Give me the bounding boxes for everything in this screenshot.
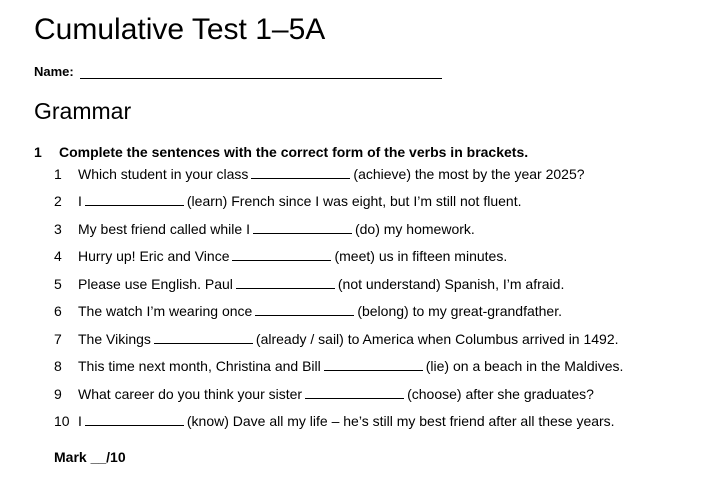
item-text-after: (choose) after she graduates? [407,386,594,402]
list-item [54,274,564,294]
list-item [54,356,623,376]
list-item [54,246,507,266]
list-item [54,384,594,404]
item-text-after: (belong) to my great-grandfather. [357,303,562,319]
item-number: 3 [54,221,62,237]
item-text-after: (achieve) the most by the year 2025? [353,166,585,182]
item-number: 9 [54,386,62,402]
answer-blank[interactable] [232,247,331,261]
list-item [54,219,475,239]
answer-blank[interactable] [85,192,184,206]
item-number: 1 [54,166,62,182]
item-number: 4 [54,248,62,264]
mark-score: Mark __/10 [54,449,126,465]
item-text-after: (already / sail) to America when Columbus arrived in 1492. [255,331,619,347]
instruction-text: Complete the sentences with the correct form of the verbs in brackets. [59,144,529,160]
page-title: Cumulative Test 1–5A [34,13,326,46]
name-row [34,64,442,79]
item-number: 2 [54,193,62,209]
item-text-after: (know) Dave all my life – he’s still my best friend after all these years. [186,413,615,429]
answer-blank[interactable] [85,412,184,426]
answer-blank[interactable] [305,385,404,399]
answer-blank[interactable] [251,165,350,179]
answer-blank[interactable] [255,302,354,316]
item-number: 6 [54,303,62,319]
answer-blank[interactable] [154,330,253,344]
answer-blank[interactable] [324,357,423,371]
item-text-after: (lie) on a beach in the Maldives. [425,358,624,374]
item-text-after: (do) my homework. [354,221,475,237]
item-text-before: This time next month, Christina and Bill [78,358,321,374]
item-text-after: (meet) us in fifteen minutes. [334,248,508,264]
name-label: Name: [34,64,74,79]
item-text-before: The Vikings [78,331,151,347]
list-item [54,329,619,349]
item-text-before: My best friend called while I [78,221,250,237]
list-item [54,301,562,321]
item-text-before: What career do you think your sister [78,386,303,402]
exercise-instruction [34,144,528,160]
list-item [54,191,521,211]
item-number: 5 [54,276,62,292]
item-text-after: (not understand) Spanish, I’m afraid. [337,276,565,292]
list-item [54,164,585,184]
item-text-before: I [78,193,82,209]
item-number: 10 [54,413,70,429]
answer-blank[interactable] [236,275,335,289]
item-text-before: I [78,413,82,429]
list-item [54,411,615,431]
answer-blank[interactable] [253,220,352,234]
item-text-before: Which student in your class [78,166,249,182]
item-number: 8 [54,358,62,374]
item-number: 7 [54,331,62,347]
item-text-before: Please use English. Paul [78,276,233,292]
item-text-after: (learn) French since I was eight, but I’m still not fluent. [186,193,522,209]
item-text-before: The watch I’m wearing once [78,303,253,319]
name-blank-line[interactable] [80,65,442,79]
item-text-before: Hurry up! Eric and Vince [78,248,230,264]
exercise-number: 1 [34,144,42,160]
section-title: Grammar [34,98,132,124]
